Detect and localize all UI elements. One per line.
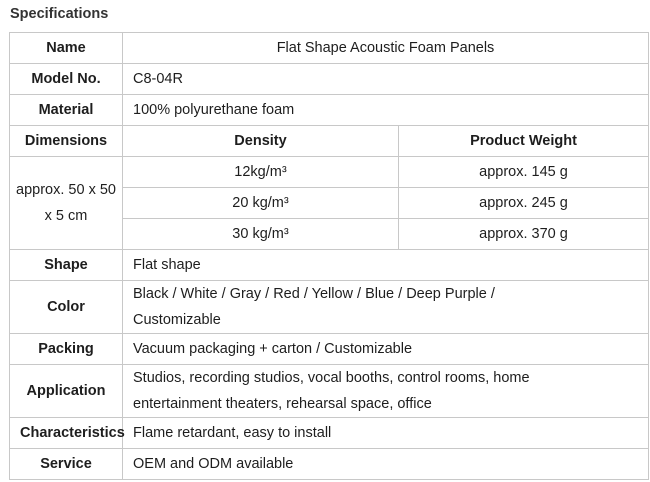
weight-header: Product Weight	[399, 126, 649, 157]
service-value: OEM and ODM available	[123, 449, 649, 480]
shape-label: Shape	[10, 250, 123, 281]
characteristics-label: Characteristics	[10, 418, 123, 449]
row-characteristics	[10, 418, 649, 449]
color-value-line2: Customizable	[133, 312, 221, 328]
application-label: Application	[10, 365, 123, 418]
section-heading: Specifications	[10, 6, 109, 22]
dimensions-label: Dimensions	[10, 126, 123, 157]
color-value	[123, 281, 649, 334]
shape-value: Flat shape	[123, 250, 649, 281]
color-value-line1: Black / White / Gray / Red / Yellow / Blue / Deep Purple /	[133, 286, 495, 302]
row-shape	[10, 250, 649, 281]
model-value: C8-04R	[123, 64, 649, 95]
specifications-table	[9, 32, 649, 480]
row-service	[10, 449, 649, 480]
weight-value: approx. 370 g	[399, 219, 649, 250]
application-value-line1: Studios, recording studios, vocal booths, control rooms, home	[133, 370, 530, 386]
material-label: Material	[10, 95, 123, 126]
row-name	[10, 33, 649, 64]
dimensions-size	[10, 157, 123, 250]
dimensions-size-line2: x 5 cm	[44, 208, 88, 224]
row-density-1	[10, 157, 649, 188]
row-material	[10, 95, 649, 126]
row-application	[10, 365, 649, 418]
characteristics-value: Flame retardant, easy to install	[123, 418, 649, 449]
model-label: Model No.	[10, 64, 123, 95]
packing-value: Vacuum packaging + carton / Customizable	[123, 334, 649, 365]
weight-value: approx. 145 g	[399, 157, 649, 188]
packing-label: Packing	[10, 334, 123, 365]
weight-value: approx. 245 g	[399, 188, 649, 219]
name-label: Name	[10, 33, 123, 64]
color-label: Color	[10, 281, 123, 334]
material-value: 100% polyurethane foam	[123, 95, 649, 126]
application-value-line2: entertainment theaters, rehearsal space, office	[133, 396, 432, 412]
service-label: Service	[10, 449, 123, 480]
application-value	[123, 365, 649, 418]
row-dimensions-header	[10, 126, 649, 157]
row-color	[10, 281, 649, 334]
density-header: Density	[123, 126, 399, 157]
density-value: 12kg/m³	[123, 157, 399, 188]
density-value: 30 kg/m³	[123, 219, 399, 250]
row-packing	[10, 334, 649, 365]
dimensions-size-line1: approx. 50 x 50	[16, 182, 116, 198]
row-model	[10, 64, 649, 95]
name-value: Flat Shape Acoustic Foam Panels	[123, 33, 649, 64]
density-value: 20 kg/m³	[123, 188, 399, 219]
